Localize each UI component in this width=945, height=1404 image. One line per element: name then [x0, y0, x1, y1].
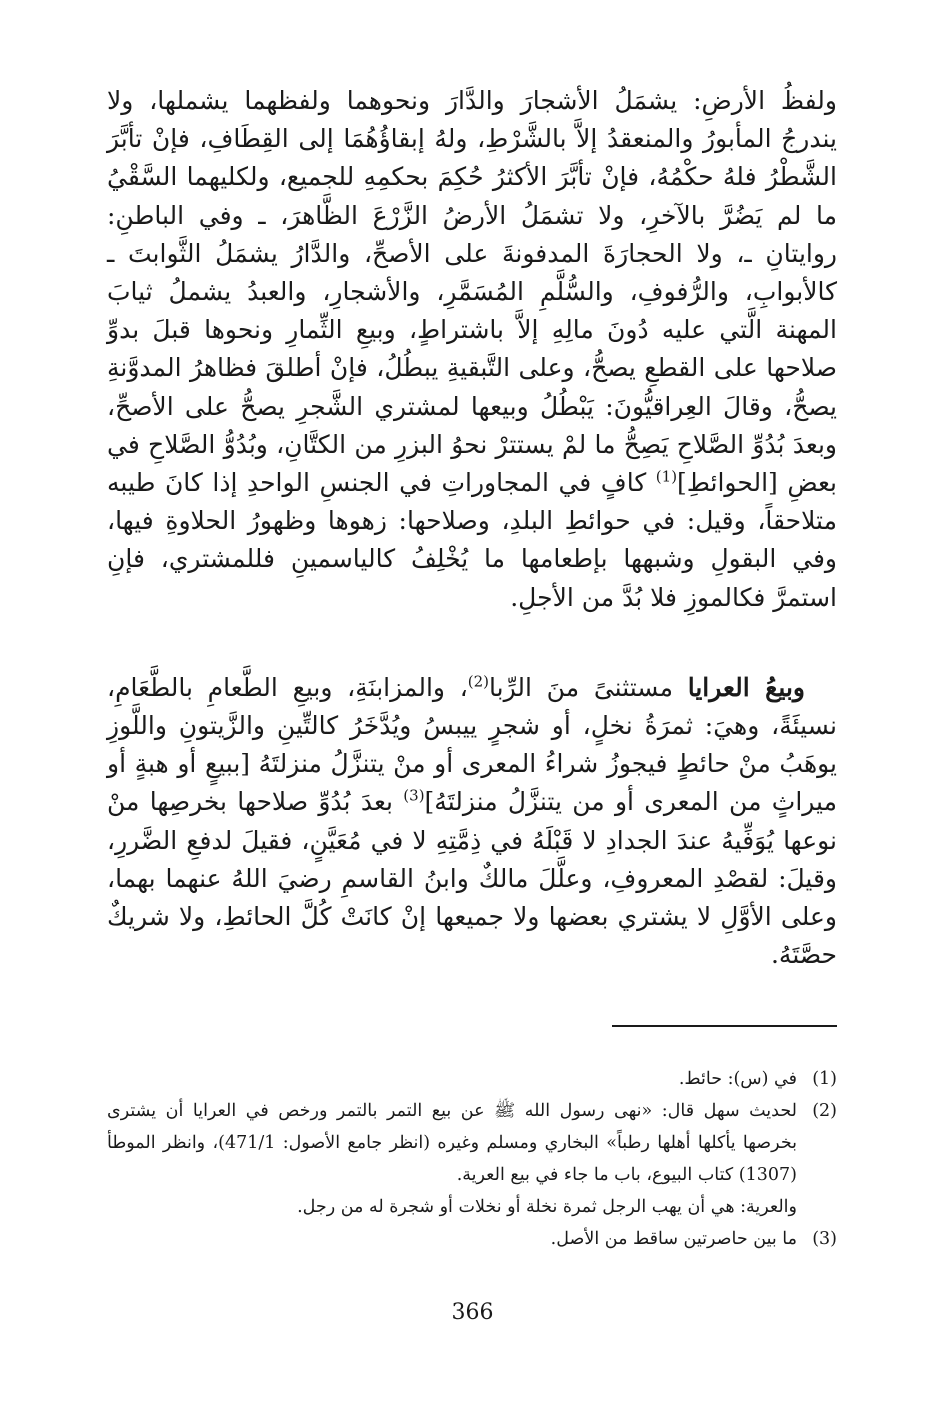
paragraph-gap	[107, 617, 837, 669]
paragraph-text-cont: ، والمزابنَةِ، وبيعِ الطَّعامِ بالطَّعَامِ، نسيئَةً، وهيَ: ثمرَةُ نخلٍ، أو شجرٍ ييبسُ ويُدَّخَرُ كالتِّينِ والزَّيتونِ واللَّوزِ يوهَبُ منْ حائطٍ فيجوزُ شراءُ المعرى أو منْ يتنزَّلُ منزلتَهُ [ببيعٍ أو هبةٍ أو ميراثٍ من المعرى أو من يتنزَّلُ منزلتَهُ]	[107, 672, 837, 817]
footnote-text: والعرية: هي أن يهب الرجل ثمرة نخلة أو نخلات أو شجرة له من رجل.	[297, 1197, 797, 1217]
footnote-number: (2)	[812, 1101, 837, 1121]
footnote-ref-1[interactable]: (1)	[655, 467, 678, 486]
footnote-1	[107, 1063, 837, 1095]
paragraph-text-cont: بعدَ بُدُوِّ صلاحها بخرصِها منْ نوعها يُوَفِّيهُ عندَ الجدادِ لا قَبْلَهُ في ذِمَّتِهِ لا في مُعَيَّنٍ، فقيلَ لدفعِ الضَّررِ، وقيلَ: لقصْدِ المعروفِ، وعلَّلَ مالكٌ وابنُ القاسمِ رضيَ اللهُ عنهما بهما، وعلى الأوَّلِ لا يشتري بعضها ولا جميعها إنْ كانَتْ كُلَّ الحائطِ، ولا شريكٌ حصَّتَهُ.	[107, 787, 837, 970]
paragraph-text: مستثنىً منَ الرِّبا	[489, 672, 688, 702]
paragraph-text-cont: كافٍ في المجاوراتِ في الجنسِ الواحدِ إذا كانَ طيبه متلاحقاً، وقيل: في حوائطِ البلدِ، وصلاحها: زهوها وظهورُ الحلاوةِ فيها، وفي البقولِ وشبهها بإطعامها ما يُخْلِفُ كالياسمينِ فللمشتري، فإنِ استمرَّ فكالموزِ فلا بُدَّ من الأجلِ.	[107, 468, 837, 612]
main-text	[107, 82, 837, 974]
paragraph-text: ولفظُ الأرضِ: يشمَلُ الأشجارَ والدَّارَ ونحوهما ولفظهما يشملها، ولا يندرجُ المأبورُ والمنعقدُ إلاَّ بالشَّرْطِ، ولهُ إبقاؤُهُمَا إلى القِطَافِ، فإنْ تأبَّرَ الشَّطْرُ فلهُ حكْمُهُ، فإنْ تأبَّرَ الأكثرُ حُكِمَ بحكمِهِ للجميع، ولكليهما السَّقْيُ ما لم يَضُرَّ بالآخرِ، ولا تشمَلُ الأرضُ الزَّرْعَ الظَّاهرَ، ـ وفي الباطنِ: روايتانِ ـ، ولا الحجارَةَ المدفونةَ على الأصحِّ، والدَّارُ يشمَلُ الثَّوابتَ ـ كالأبوابِ، والرُّفوفِ، والسُّلَّمِ المُسَمَّرِ، والأشجارِ، والعبدُ يشملُ ثيابَ المهنة الَّتي عليه دُونَ مالِهِ إلاَّ باشتراطٍ، وبيعِ الثِّمارِ ونحوها قبلَ بدوِّ صلاحها على القطعِ يصحُّ، وعلى التَّبقيةِ يبطُلُ، فإنْ أطلقَ فظاهرُ المدوَّنةِ يصحُّ، وقالَ العِراقيُّونَ: يَبْطُلُ وبيعها لمشتري الشَّجرِ يصحُّ على الأصحِّ، وبعدَ بُدُوِّ الصَّلاحِ يَصِحُّ ما لمْ يستترْ نحوُ البزرِ من الكتَّانِ، وبُدُوُّ الصَّلاحِ في بعضِ [الحوائطِ]	[107, 86, 837, 498]
footnote-separator	[612, 1025, 837, 1027]
footnote-2	[107, 1095, 837, 1191]
paragraph-land-sale	[107, 82, 837, 617]
footnote-number: (1)	[812, 1069, 837, 1089]
footnotes	[107, 1063, 837, 1255]
footnote-ref-3[interactable]: (3)	[403, 787, 425, 806]
footnote-text: ما بين حاصرتين ساقط من الأصل.	[550, 1229, 797, 1249]
footnote-text: لحديث سهل قال: «نهى رسول الله ﷺ عن بيع التمر بالتمر ورخص في العرايا أن يشترى بخرصها يأكلها أهلها رطباً» البخاري ومسلم وغيره (انظر جامع الأصول: 471/1)، وانظر الموطأ (1307) كتاب البيوع، باب ما جاء في بيع العرية.	[107, 1101, 797, 1185]
paragraph-araya	[107, 669, 837, 975]
paragraph-lead-heading: وبيعُ العرايا	[687, 672, 805, 702]
footnote-number: (3)	[812, 1229, 837, 1249]
footnote-3	[107, 1223, 837, 1255]
footnote-2-continuation	[107, 1191, 837, 1223]
footnote-ref-2[interactable]: (2)	[467, 672, 490, 691]
page-number: 366	[451, 1300, 494, 1325]
footnote-text: في (س): حائط.	[678, 1069, 797, 1089]
